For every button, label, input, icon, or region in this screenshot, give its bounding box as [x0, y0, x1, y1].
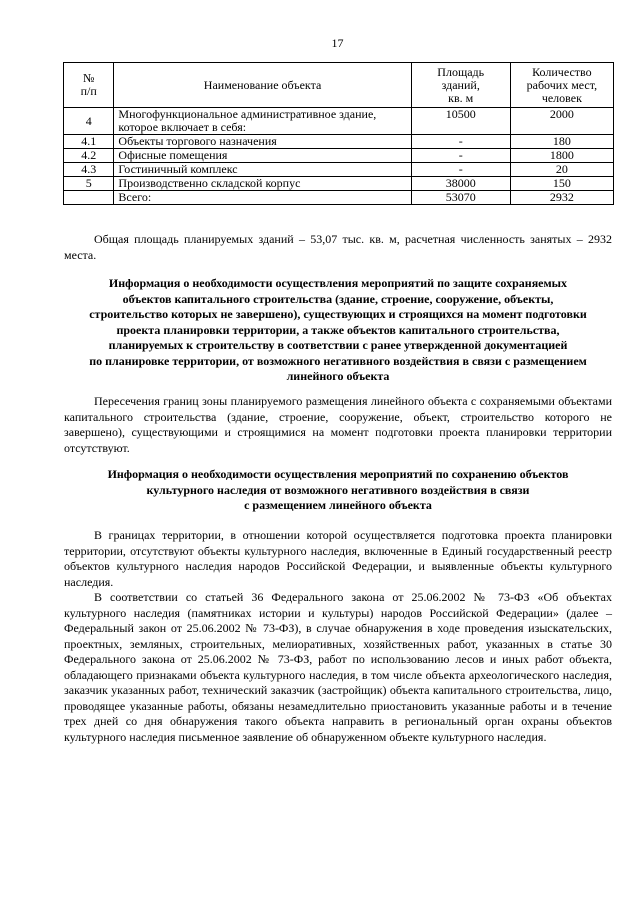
header-workers-line: Количество [532, 64, 592, 79]
header-workers-line: человек [541, 90, 582, 105]
row-name-line: Многофункциональное административное здание, [118, 107, 377, 121]
header-num-line: п/п [80, 84, 97, 98]
row-name: Офисные помещения [114, 149, 411, 163]
summary-paragraph: Общая площадь планируемых зданий – 53,07 тыс. кв. м, расчетная численность занятых – 2932 места. [64, 232, 612, 262]
table-header-row [64, 63, 614, 108]
header-area-line: кв. м [448, 90, 474, 105]
heading-line: планируемых к строительству в соответствии с ранее утвержденной документацией [108, 338, 568, 352]
heading-line: культурного наследия от возможного негативного воздействия в связи [146, 482, 530, 497]
section-heritage-body [64, 528, 612, 745]
heading-line: Информация о необходимости осуществления мероприятий по сохранению объектов [107, 467, 569, 481]
header-name: Наименование объекта [114, 63, 411, 108]
heading-line: по планировке территории, от возможного негативного воздействия в связи с размещением [89, 353, 587, 368]
row-num: 4.3 [64, 163, 114, 177]
row-workers: 150 [510, 177, 613, 191]
page-number: 17 [331, 36, 344, 50]
row-area: 38000 [411, 177, 510, 191]
heading-line: Информация о необходимости осуществления мероприятий по защите сохраняемых [108, 276, 568, 290]
row-name: Гостиничный комплекс [114, 163, 411, 177]
table-row [64, 135, 614, 149]
row-num: 5 [64, 177, 114, 191]
heading-line: строительство которых не завершено), существующих и строящихся на момент подготовки [89, 307, 587, 321]
heading-line: с размещением линейного объекта [244, 498, 432, 512]
header-workers [510, 63, 613, 108]
section-heritage-heading [64, 467, 612, 514]
section-protection-paragraph: Пересечения границ зоны планируемого размещения линейного объекта с сохраняемыми объектами капитального строительства (здание, строение, сооружение, объект, строительство которого не завершено), существующими и строящимися на момент подготовки проекта планировки территории отсутствуют. [64, 394, 612, 455]
row-name-line: которое включает в себя: [118, 120, 247, 134]
row-num: 4.1 [64, 135, 114, 149]
row-name: Объекты торгового назначения [114, 135, 411, 149]
table-row [64, 177, 614, 191]
section-protection [64, 276, 612, 385]
section-protection-body [64, 394, 612, 456]
header-workers-line: рабочих мест, [526, 77, 598, 92]
row-workers: 2000 [510, 108, 613, 135]
row-area: - [411, 163, 510, 177]
row-area: 53070 [411, 191, 510, 205]
row-name [114, 108, 411, 135]
objects-table [63, 62, 614, 205]
section-heritage-paragraph-2: В соответствии со статьей 36 Федерального закона от 25.06.2002 № 73-ФЗ «Об объектах культурного наследия (памятниках истории и культуры) народов Российской Федерации» (далее – Федеральный закон от 25.06.2002 № 73-ФЗ), в случае обнаружения в ходе проведения изыскательских, проектных, земляных, строительных, мелиоративных, хозяйственных работ, указанных в статье 30 Федерального закона от 25.06.2002 № 73-ФЗ, работ по использованию лесов и иных работ объекта, обладающего признаками объекта культурного наследия, в том числе объекта археологического наследия, заказчик указанных работ, технический заказчик (застройщик) объекта капитального строительства, лицо, проводящее указанные работы, обязаны незамедлительно приостановить указанные работы и в течение трех дней со дня обнаружения такого объекта направить в региональный орган охраны объектов культурного наследия письменное заявление об обнаруженном объекте культурного наследия. [64, 590, 612, 744]
row-area: - [411, 135, 510, 149]
heading-line: линейного объекта [286, 369, 390, 383]
section-protection-heading [64, 276, 612, 385]
row-workers: 20 [510, 163, 613, 177]
row-area: - [411, 149, 510, 163]
summary-block [64, 232, 612, 263]
header-num [64, 63, 114, 108]
heading-line: проекта планировки территории, а также объектов капитального строительства, [116, 322, 560, 337]
row-workers: 180 [510, 135, 613, 149]
row-name: Производственно складской корпус [114, 177, 411, 191]
section-heritage [64, 467, 612, 514]
row-num [64, 191, 114, 205]
row-num: 4.2 [64, 149, 114, 163]
table-row [64, 108, 614, 135]
section-heritage-paragraph-1: В границах территории, в отношении которой осуществляется подготовка проекта планировки территории, отсутствуют объекты культурного наследия, включенные в Единый государственный реестр объектов культурного наследия народов Российской Федерации, и выявленные объекты культурного наследия. [64, 528, 612, 589]
header-area-line: зданий, [441, 77, 480, 92]
row-workers: 1800 [510, 149, 613, 163]
header-area-line: Площадь [437, 64, 485, 79]
table-row [64, 163, 614, 177]
header-num-line: № [82, 71, 95, 85]
row-name: Всего: [114, 191, 411, 205]
table-row-total [64, 191, 614, 205]
row-area: 10500 [411, 108, 510, 135]
row-num: 4 [64, 108, 114, 135]
table-row [64, 149, 614, 163]
heading-line: объектов капитального строительства (здание, строение, сооружение, объекты, [122, 291, 554, 306]
header-area [411, 63, 510, 108]
row-workers: 2932 [510, 191, 613, 205]
